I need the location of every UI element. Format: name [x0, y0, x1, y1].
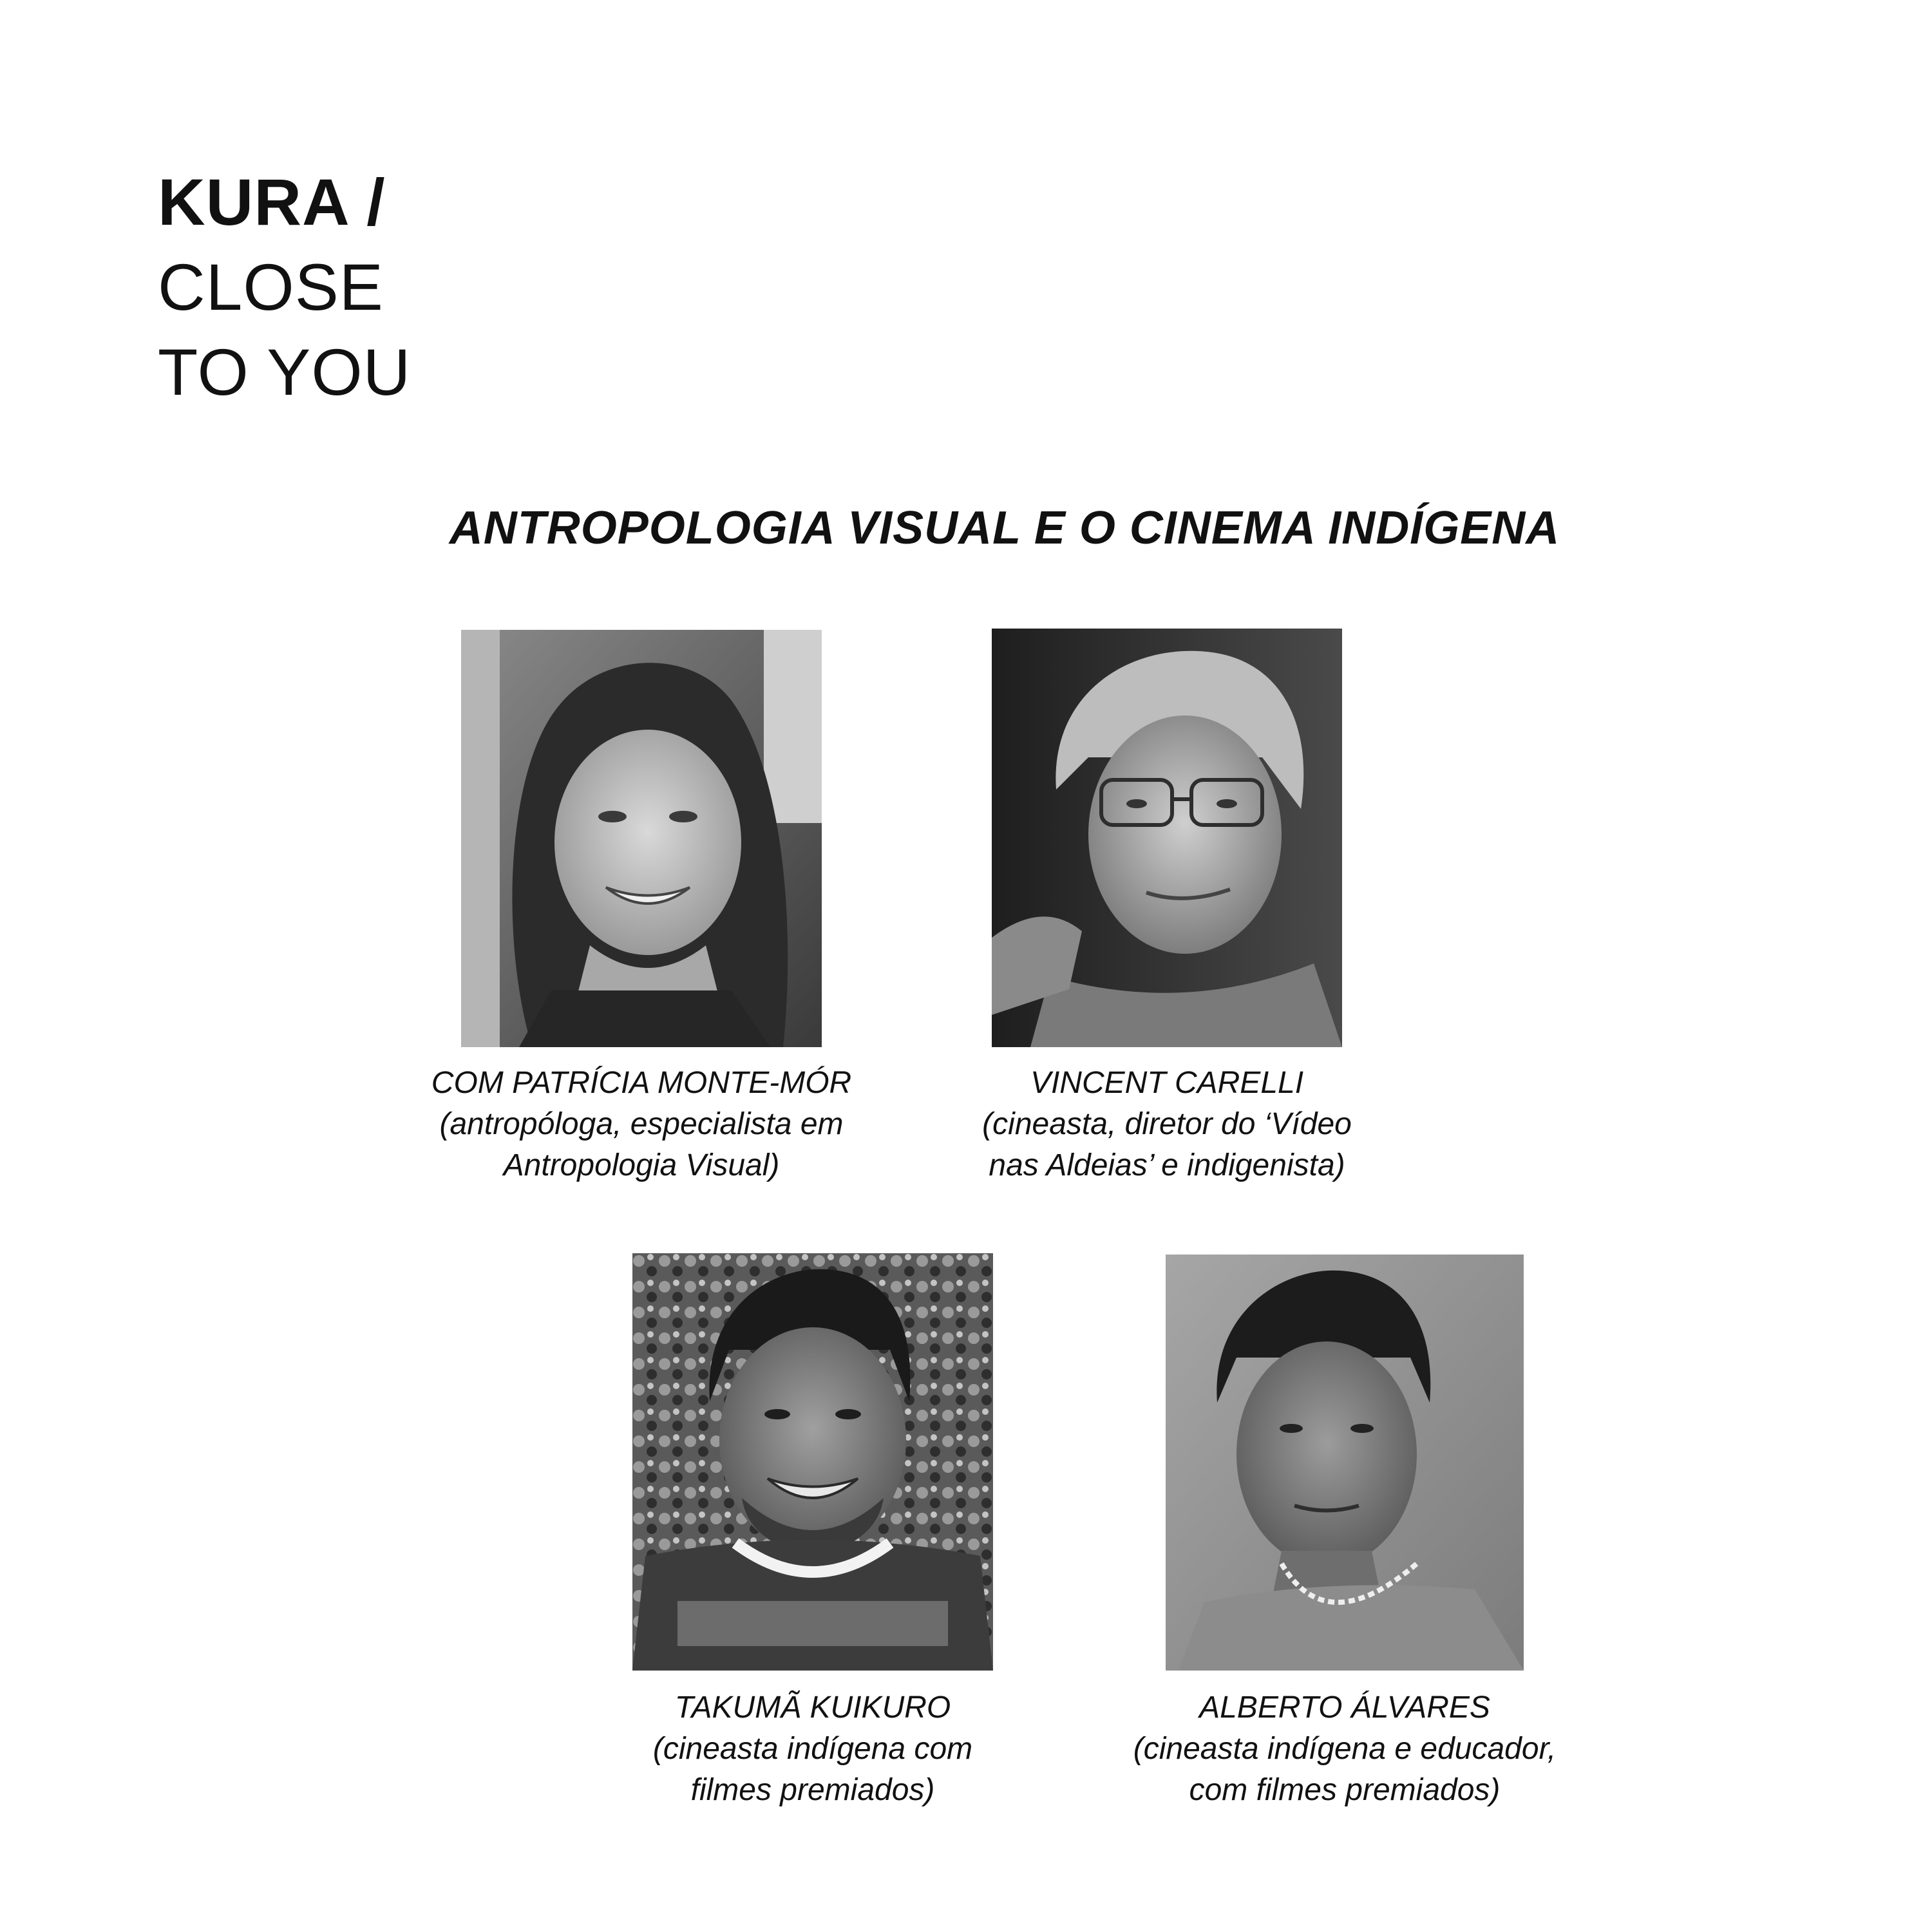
speaker-name: VINCENT CARELLI — [1030, 1066, 1304, 1100]
brand-to-you: TO YOU — [158, 336, 412, 409]
speaker-desc: (cineasta indígena com — [652, 1732, 973, 1766]
speaker-photo-vincent — [992, 629, 1342, 1047]
speaker-caption-vincent — [909, 1063, 1425, 1186]
speaker-photo-patricia — [461, 630, 822, 1047]
speaker-photo-alberto — [1166, 1255, 1524, 1671]
speaker-desc: (cineasta indígena e educador, — [1133, 1732, 1557, 1766]
brand-close: CLOSE — [158, 251, 384, 324]
brand-kura: KURA / — [158, 166, 386, 239]
speaker-desc: com filmes premiados) — [1189, 1773, 1501, 1807]
speaker-caption-alberto — [1074, 1687, 1615, 1811]
speaker-caption-takuma — [542, 1687, 1083, 1811]
speaker-desc: (cineasta, diretor do ‘Vídeo — [982, 1107, 1352, 1141]
speaker-name: TAKUMÃ KUIKURO — [674, 1690, 951, 1725]
speaker-name: COM PATRÍCIA MONTE-MÓR — [431, 1066, 852, 1100]
speaker-photo-takuma — [632, 1253, 993, 1671]
speaker-caption-patricia — [365, 1063, 918, 1186]
brand-block — [158, 160, 609, 415]
event-title: ANTROPOLOGIA VISUAL E O CINEMA INDÍGENA — [449, 502, 1560, 554]
speaker-desc: Antropologia Visual) — [503, 1148, 780, 1182]
speaker-name: ALBERTO ÁLVARES — [1199, 1690, 1490, 1725]
speaker-desc: (antropóloga, especialista em — [439, 1107, 844, 1141]
speaker-desc: filmes premiados) — [690, 1773, 935, 1807]
speaker-desc: nas Aldeias’ e indigenista) — [989, 1148, 1345, 1182]
